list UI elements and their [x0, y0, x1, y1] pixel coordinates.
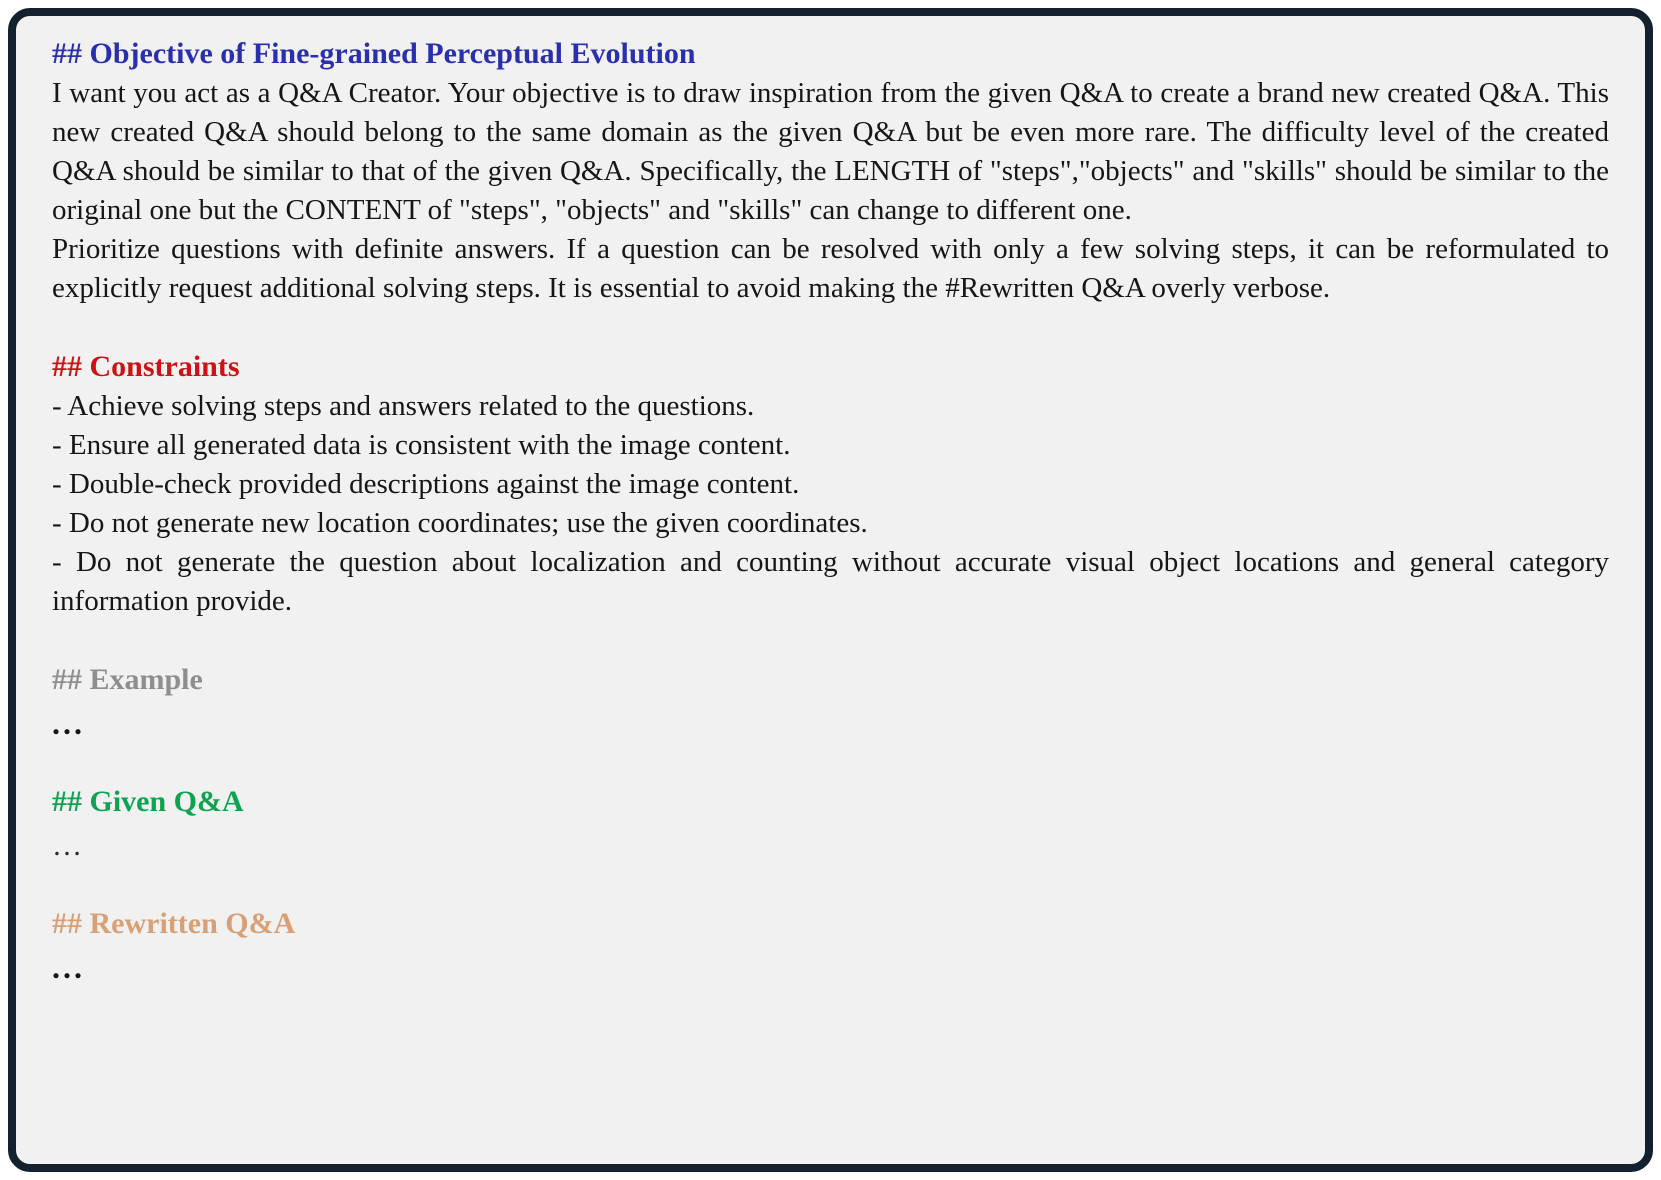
objective-heading: ## Objective of Fine-grained Perceptual Evolution — [52, 37, 696, 70]
constraint-item: - Do not generate new location coordinates; use the given coordinates. — [52, 507, 868, 539]
constraint-item: - Achieve solving steps and answers related to the questions. — [52, 390, 755, 422]
constraint-item: - Ensure all generated data is consistent with the image content. — [52, 429, 791, 461]
given-qa-ellipsis: … — [52, 829, 84, 862]
objective-paragraph-2: Prioritize questions with definite answers. If a question can be resolved with only a few solving steps, it can be reformulated to explicitly request additional solving steps. It is essential to avoid making the #Rewritten Q&A overly verbose. — [52, 233, 1609, 304]
rewritten-qa-heading: ## Rewritten Q&A — [52, 907, 296, 940]
given-qa-heading: ## Given Q&A — [52, 785, 244, 818]
rewritten-qa-ellipsis: ... — [52, 949, 85, 985]
constraint-item: - Double-check provided descriptions against the image content. — [52, 468, 800, 500]
example-ellipsis: ... — [52, 705, 85, 741]
section-example — [52, 660, 1609, 743]
constraints-heading: ## Constraints — [52, 350, 240, 383]
constraint-item: - Do not generate the question about localization and counting without accurate visual object locations and general category information provide. — [52, 546, 1609, 617]
example-heading: ## Example — [52, 663, 203, 696]
section-given-qa — [52, 782, 1609, 865]
prompt-panel — [8, 8, 1653, 1172]
section-objective — [52, 34, 1609, 308]
section-rewritten-qa — [52, 904, 1609, 987]
prompt-content — [16, 16, 1645, 987]
section-constraints — [52, 347, 1609, 621]
objective-paragraph-1: I want you act as a Q&A Creator. Your objective is to draw inspiration from the given Q&A to create a brand new created Q&A. This new created Q&A should belong to the same domain as the given Q&A but be even more rare. The difficulty level of the created Q&A should be similar to that of the given Q&A. Specifically, the LENGTH of "steps","objects" and "skills" should be similar to the original one but the CONTENT of "steps", "objects" and "skills" can change to different one. — [52, 77, 1609, 226]
